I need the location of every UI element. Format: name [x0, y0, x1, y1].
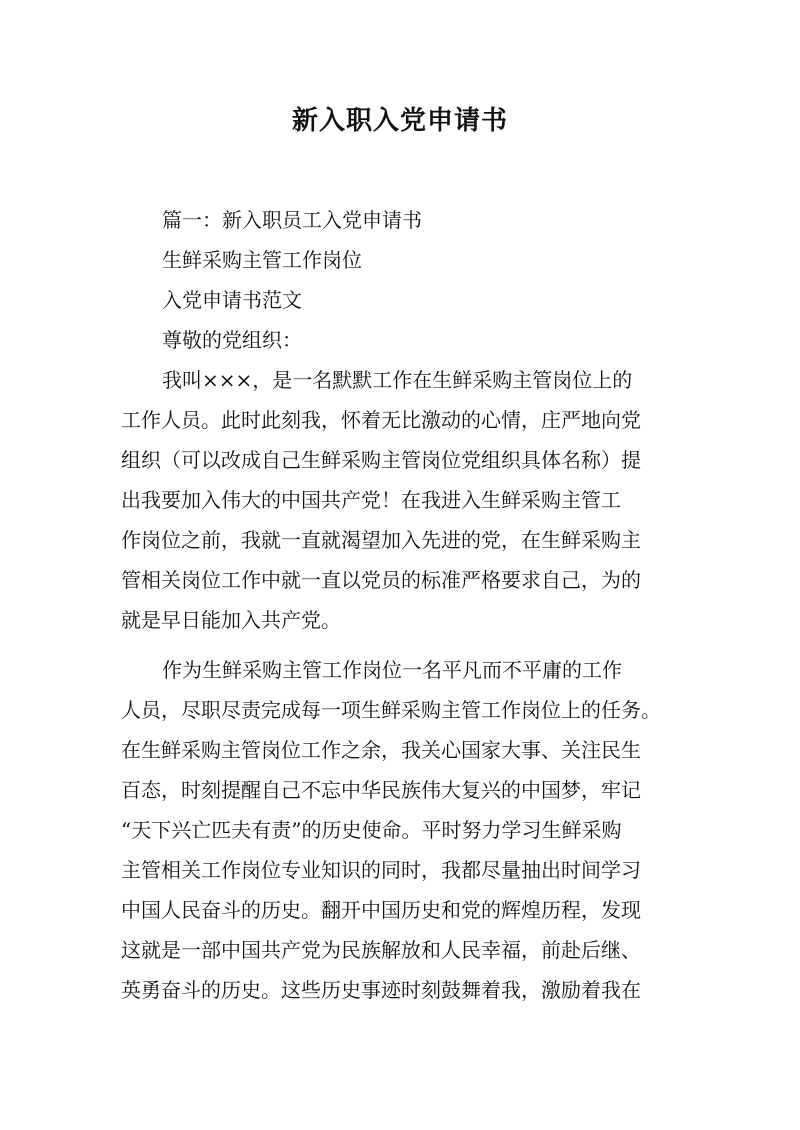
paragraph-line: 出我要加入伟大的中国共产党！在我进入生鲜采购主管工: [121, 488, 621, 512]
paragraph-line: 百态，时刻提醒自己不忘中华民族伟大复兴的中国梦，牢记: [121, 778, 641, 802]
paragraph-line: 工作人员。此时此刻我，怀着无比激动的心情，庄严地向党: [121, 408, 641, 432]
paragraph-line: 这就是一部中国共产党为民族解放和人民幸福，前赴后继、: [121, 938, 641, 962]
template-label: 入党申请书范文: [162, 288, 302, 312]
paragraph-line: 主管相关工作岗位专业知识的同时，我都尽量抽出时间学习: [121, 858, 641, 882]
paragraph-2: [121, 650, 681, 1010]
paragraph-1: [121, 360, 681, 640]
paragraph-line: 在生鲜采购主管岗位工作之余，我关心国家大事、关注民生: [121, 738, 641, 762]
job-position-line: 生鲜采购主管工作岗位: [162, 248, 362, 272]
section-heading: 篇一：新入职员工入党申请书: [162, 208, 422, 232]
paragraph-line: “天下兴亡匹夫有责”的历史使命。平时努力学习生鲜采购: [121, 818, 622, 842]
paragraph-line: 英勇奋斗的历史。这些历史事迹时刻鼓舞着我，激励着我在: [121, 978, 641, 1002]
document-body: [121, 200, 681, 1010]
paragraph-line: 中国人民奋斗的历史。翻开中国历史和党的辉煌历程，发现: [121, 898, 641, 922]
salutation: 尊敬的党组织：: [162, 328, 302, 352]
paragraph-line: 作岗位之前，我就一直就渴望加入先进的党，在生鲜采购主: [121, 528, 641, 552]
paragraph-line: 人员，尽职尽责完成每一项生鲜采购主管工作岗位上的任务。: [121, 698, 661, 722]
paragraph-line: 管相关岗位工作中就一直以党员的标准严格要求自己，为的: [121, 568, 641, 592]
paragraph-line: 就是早日能加入共产党。: [121, 608, 341, 632]
paragraph-line: 我叫×××，是一名默默工作在生鲜采购主管岗位上的: [162, 368, 633, 392]
paragraph-line: 组织（可以改成自己生鲜采购主管岗位党组织具体名称）提: [121, 448, 641, 472]
paragraph-line: 作为生鲜采购主管工作岗位一名平凡而不平庸的工作: [162, 658, 622, 682]
document-title: 新入职入党申请书: [291, 106, 508, 136]
